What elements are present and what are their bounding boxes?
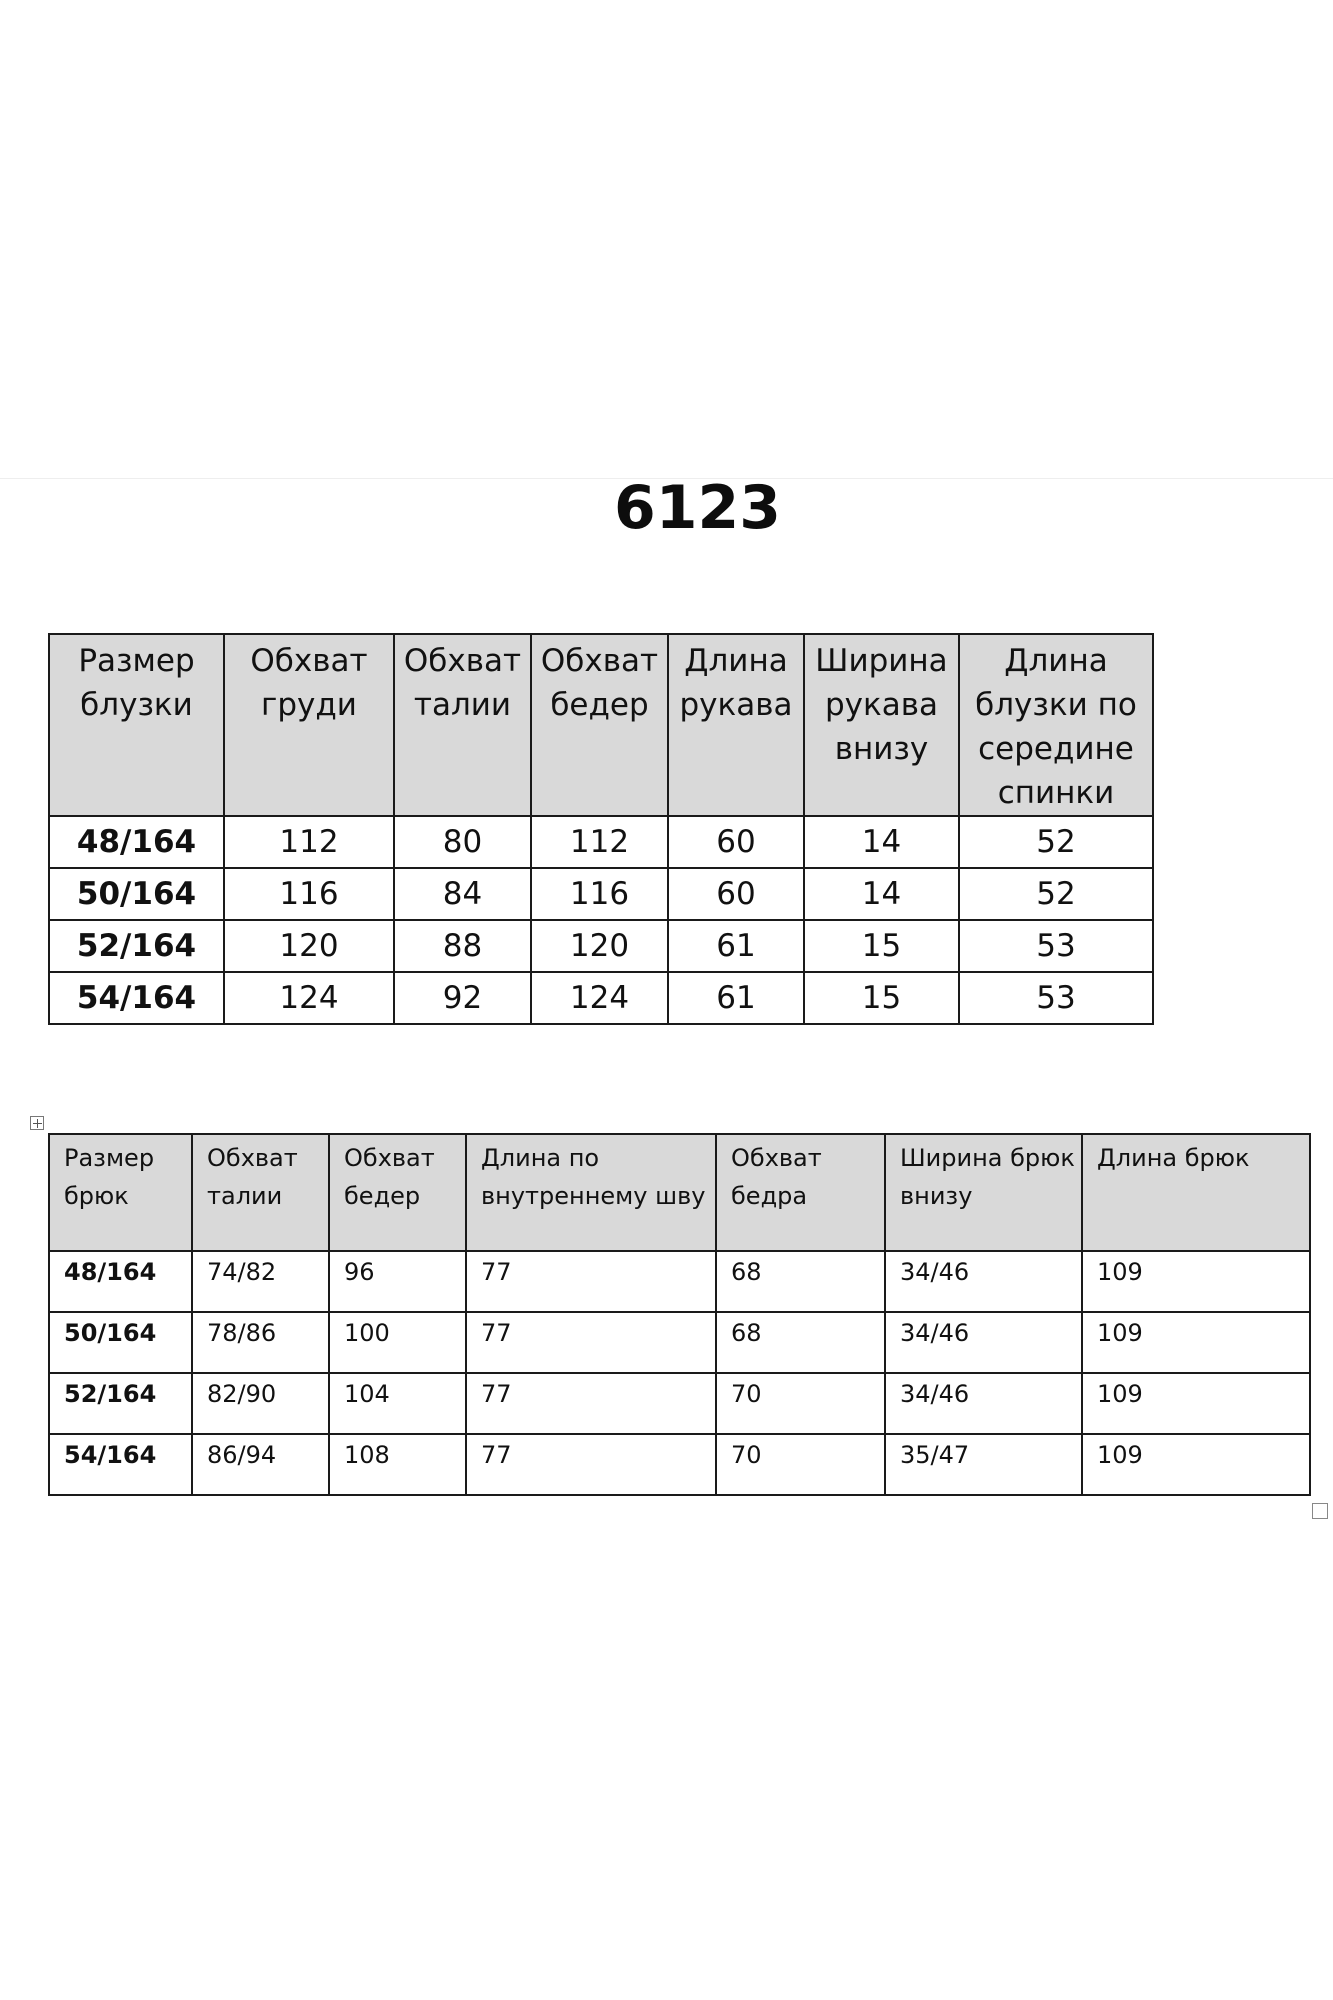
- header-hips: Обхват бедер: [531, 634, 668, 816]
- table-cell: 15: [804, 972, 959, 1024]
- size-cell: 54/164: [49, 1434, 192, 1495]
- header-hem-width: Ширина брюк внизу: [885, 1134, 1082, 1251]
- table-cell: 14: [804, 816, 959, 868]
- table-row: [49, 1251, 1310, 1312]
- table-row: [49, 816, 1153, 868]
- header-waist: Обхват талии: [394, 634, 531, 816]
- table-cell: 77: [466, 1312, 716, 1373]
- table-cell: 53: [959, 920, 1153, 972]
- table-cell: 100: [329, 1312, 466, 1373]
- size-cell: 50/164: [49, 868, 224, 920]
- table-move-handle-icon[interactable]: [30, 1116, 44, 1130]
- size-cell: 52/164: [49, 920, 224, 972]
- table-header-row: [49, 1134, 1310, 1251]
- table-cell: 60: [668, 868, 804, 920]
- table-cell: 120: [224, 920, 394, 972]
- header-blouse-size: Размер блузки: [49, 634, 224, 816]
- table-cell: 116: [224, 868, 394, 920]
- header-thigh: Обхват бедра: [716, 1134, 885, 1251]
- table-cell: 53: [959, 972, 1153, 1024]
- size-cell: 54/164: [49, 972, 224, 1024]
- table-cell: 77: [466, 1373, 716, 1434]
- table-cell: 112: [224, 816, 394, 868]
- table-cell: 52: [959, 816, 1153, 868]
- table-cell: 96: [329, 1251, 466, 1312]
- header-blouse-length: Длина блузки по середине спинки: [959, 634, 1153, 816]
- table-cell: 74/82: [192, 1251, 329, 1312]
- table-cell: 68: [716, 1251, 885, 1312]
- table-cell: 109: [1082, 1251, 1310, 1312]
- document-title: 6123: [614, 473, 781, 543]
- table-cell: 109: [1082, 1312, 1310, 1373]
- size-cell: 50/164: [49, 1312, 192, 1373]
- header-chest: Обхват груди: [224, 634, 394, 816]
- table-cell: 77: [466, 1251, 716, 1312]
- table-cell: 77: [466, 1434, 716, 1495]
- table-cell: 60: [668, 816, 804, 868]
- table-cell: 84: [394, 868, 531, 920]
- table-cell: 61: [668, 920, 804, 972]
- size-cell: 48/164: [49, 1251, 192, 1312]
- trousers-size-table: [48, 1133, 1311, 1496]
- header-inseam-length: Длина по внутреннему шву: [466, 1134, 716, 1251]
- table-cell: 109: [1082, 1373, 1310, 1434]
- table-row: [49, 868, 1153, 920]
- table-cell: 52: [959, 868, 1153, 920]
- table-resize-handle-icon[interactable]: [1312, 1503, 1328, 1519]
- table-cell: 68: [716, 1312, 885, 1373]
- table-row: [49, 1373, 1310, 1434]
- table-cell: 104: [329, 1373, 466, 1434]
- table-cell: 34/46: [885, 1312, 1082, 1373]
- header-sleeve-length: Длина рукава: [668, 634, 804, 816]
- table-cell: 86/94: [192, 1434, 329, 1495]
- table-cell: 34/46: [885, 1373, 1082, 1434]
- size-cell: 48/164: [49, 816, 224, 868]
- table-cell: 34/46: [885, 1251, 1082, 1312]
- table-cell: 82/90: [192, 1373, 329, 1434]
- table-cell: 124: [224, 972, 394, 1024]
- table-cell: 35/47: [885, 1434, 1082, 1495]
- header-trousers-size: Размер брюк: [49, 1134, 192, 1251]
- table-cell: 108: [329, 1434, 466, 1495]
- table-cell: 70: [716, 1373, 885, 1434]
- table-cell: 80: [394, 816, 531, 868]
- table-cell: 116: [531, 868, 668, 920]
- header-waist: Обхват талии: [192, 1134, 329, 1251]
- table-row: [49, 1434, 1310, 1495]
- table-cell: 88: [394, 920, 531, 972]
- table-cell: 120: [531, 920, 668, 972]
- table-cell: 112: [531, 816, 668, 868]
- header-trousers-length: Длина брюк: [1082, 1134, 1310, 1251]
- table-cell: 14: [804, 868, 959, 920]
- size-cell: 52/164: [49, 1373, 192, 1434]
- header-sleeve-width: Ширина рукава внизу: [804, 634, 959, 816]
- table-cell: 70: [716, 1434, 885, 1495]
- blouse-size-table: [48, 633, 1154, 1025]
- table-row: [49, 920, 1153, 972]
- table-cell: 78/86: [192, 1312, 329, 1373]
- table-cell: 92: [394, 972, 531, 1024]
- table-header-row: [49, 634, 1153, 816]
- table-cell: 15: [804, 920, 959, 972]
- header-hips: Обхват бедер: [329, 1134, 466, 1251]
- table-cell: 124: [531, 972, 668, 1024]
- table-cell: 61: [668, 972, 804, 1024]
- table-cell: 109: [1082, 1434, 1310, 1495]
- table-row: [49, 972, 1153, 1024]
- table-row: [49, 1312, 1310, 1373]
